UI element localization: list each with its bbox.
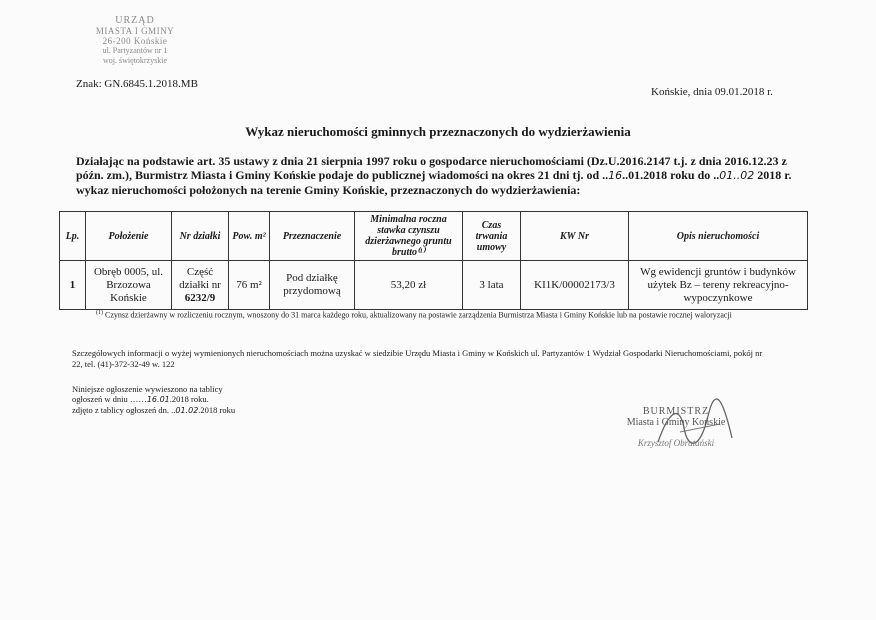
signature-block bbox=[611, 406, 741, 448]
cell-lp: 1 bbox=[60, 261, 86, 310]
posting-notice bbox=[72, 384, 332, 416]
footnote-marker: (1) bbox=[96, 310, 103, 316]
notice-line-1: Niniejsze ogłoszenie wywieszono na tablicy bbox=[72, 384, 223, 394]
header-pow: Pow. m² bbox=[229, 212, 270, 261]
document-title: Wykaz nieruchomości gminnych przeznaczonych do wydzierżawienia bbox=[245, 124, 631, 139]
intro-text-1: Działając na podstawie art. 35 ustawy z dnia 21 sierpnia 1997 roku o gospodarce nieruchomościami (Dz.U.2016.2147 t.j. z dnia 2016.12.23 z późn. zm.), Burmistrz Miasta i Gminy Końskie podaje do publicznej wiadomości na okres 21 dni tj. od .. bbox=[76, 154, 787, 182]
header-polozenie: Położenie bbox=[86, 212, 172, 261]
header-przeznaczenie: Przeznaczenie bbox=[270, 212, 355, 261]
place-date: Końskie, dnia 09.01.2018 r. bbox=[651, 86, 773, 98]
cell-nr-dzialki-prefix: Część działki nr bbox=[179, 265, 221, 291]
signature-name: Krzysztof Obratański bbox=[637, 438, 715, 448]
stamp-line-2: MIASTA I GMINY bbox=[95, 26, 175, 36]
cell-czas: 3 lata bbox=[463, 261, 521, 310]
notice-line-3-suffix: .2018 roku bbox=[198, 405, 236, 415]
signature-title: BURMISTRZ bbox=[642, 406, 710, 417]
signature-office: Miasta i Gminy Końskie bbox=[626, 417, 726, 428]
cell-pow: 76 m² bbox=[229, 261, 270, 310]
notice-line-3 bbox=[72, 405, 332, 416]
handwritten-date: 01..02 bbox=[719, 169, 755, 182]
notice-handwritten-date-2: 01.02 bbox=[175, 406, 199, 415]
header-lp: Lp. bbox=[60, 212, 86, 261]
contact-info: Szczegółowych informacji o wyżej wymienionych nieruchomościach można uzyskać w siedzibie Urzędu Miasta i Gminy w Końskich ul. Partyzantów 1 Wydział Gospodarki Nieruchomościami, pokój nr 22, tel. (41)-372-32-49 w. 122 bbox=[72, 348, 763, 369]
notice-handwritten-date-1: 16.01 bbox=[146, 395, 170, 404]
cell-stawka: 53,20 zł bbox=[355, 261, 463, 310]
stamp-line-1: URZĄD bbox=[115, 15, 155, 26]
notice-line-2 bbox=[72, 394, 332, 405]
stamp-line-3: 26-200 Końskie bbox=[102, 36, 168, 46]
cell-nr-dzialki-value: 6232/9 bbox=[184, 291, 216, 304]
notice-line-3-prefix: zdjęto z tablicy ogłoszeń dn. .. bbox=[72, 405, 176, 415]
intro-text-3: 2018 r. wykaz nieruchomości położonych na terenie Gminy Końskie, przeznaczonych do wydzierżawienia: bbox=[76, 168, 792, 197]
cell-kw: KI1K/00002173/3 bbox=[521, 261, 629, 310]
cell-polozenie: Obręb 0005, ul. Brzozowa Końskie bbox=[86, 261, 172, 310]
cell-opis: Wg ewidencji gruntów i budynków użytek Bz – tereny rekreacyjno-wypoczynkowe bbox=[629, 261, 808, 310]
cell-nr-dzialki bbox=[172, 261, 229, 310]
notice-line-2-suffix: .2018 roku. bbox=[169, 394, 209, 404]
property-table bbox=[59, 211, 808, 310]
intro-text-2: ..01.2018 roku do .. bbox=[622, 168, 720, 182]
footnote bbox=[96, 308, 776, 321]
header-czas: Czas trwania umowy bbox=[463, 212, 521, 261]
header-nr-dzialki: Nr działki bbox=[172, 212, 229, 261]
table-header-row bbox=[60, 212, 808, 261]
office-stamp bbox=[80, 16, 190, 66]
stamp-line-5: woj. świętokrzyskie bbox=[103, 56, 167, 65]
table-row bbox=[60, 261, 808, 310]
cell-przeznaczenie: Pod działkę przydomową bbox=[270, 261, 355, 310]
footnote-text: Czynsz dzierżawny w rozliczeniu rocznym, wnoszony do 31 marca każdego roku, aktualizowany na postawie zarządzenia Burmistrza Miasta i Gminy Końskie lub na postawie rocznej waloryzacji bbox=[105, 310, 732, 320]
intro-paragraph bbox=[76, 154, 796, 197]
stamp-line-4: ul. Partyzantów nr 1 bbox=[102, 46, 168, 55]
handwritten-day: 16 bbox=[608, 169, 623, 182]
header-kw: KW Nr bbox=[521, 212, 629, 261]
notice-line-2-prefix: ogłoszeń w dniu …… bbox=[72, 394, 147, 404]
header-opis: Opis nieruchomości bbox=[629, 212, 808, 261]
reference-number: Znak: GN.6845.1.2018.MB bbox=[76, 78, 198, 90]
header-stawka: Minimalna roczna stawka czynszu dzierżawnego gruntu brutto⁽¹⁾ bbox=[355, 212, 463, 261]
